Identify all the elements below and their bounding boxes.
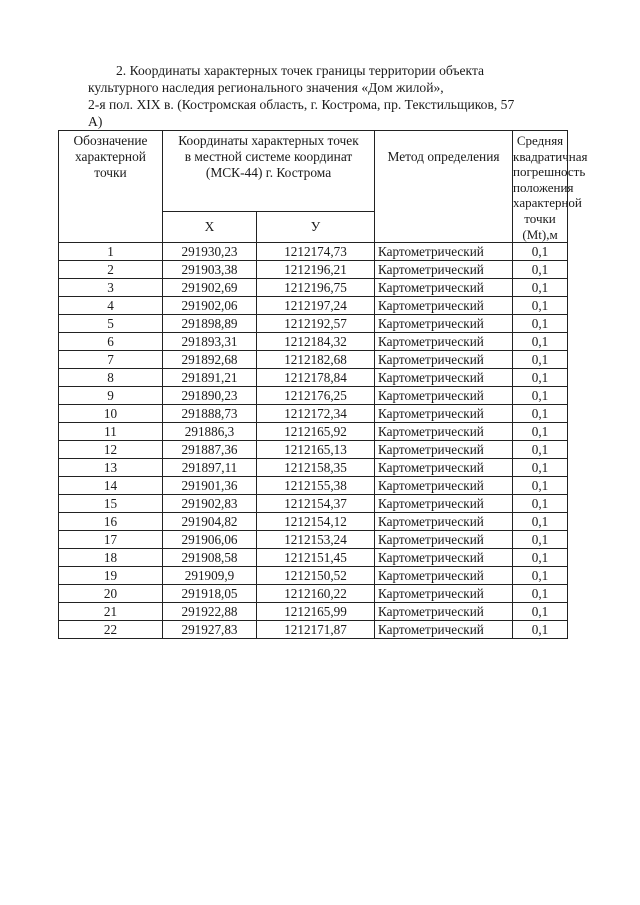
cell-point-number: 4 (59, 297, 163, 315)
cell-error: 0,1 (513, 261, 568, 279)
cell-y: 1212165,13 (257, 441, 375, 459)
cell-y: 1212155,38 (257, 477, 375, 495)
table-row (59, 585, 568, 603)
cell-error: 0,1 (513, 405, 568, 423)
cell-y: 1212174,73 (257, 243, 375, 261)
cell-point-number: 13 (59, 459, 163, 477)
table-body (59, 243, 568, 639)
cell-point-number: 21 (59, 603, 163, 621)
cell-y: 1212196,21 (257, 261, 375, 279)
cell-method: Картометрический (375, 531, 513, 549)
cell-y: 1212172,34 (257, 405, 375, 423)
table-row (59, 243, 568, 261)
cell-x: 291892,68 (163, 351, 257, 369)
cell-x: 291888,73 (163, 405, 257, 423)
cell-method: Картометрический (375, 243, 513, 261)
cell-x: 291902,83 (163, 495, 257, 513)
cell-y: 1212165,99 (257, 603, 375, 621)
cell-method: Картометрический (375, 441, 513, 459)
cell-point-number: 8 (59, 369, 163, 387)
cell-point-number: 2 (59, 261, 163, 279)
cell-y: 1212176,25 (257, 387, 375, 405)
header-x: Х (163, 211, 257, 243)
cell-point-number: 22 (59, 621, 163, 639)
table-row (59, 387, 568, 405)
cell-y: 1212160,22 (257, 585, 375, 603)
cell-point-number: 6 (59, 333, 163, 351)
cell-point-number: 5 (59, 315, 163, 333)
cell-point-number: 3 (59, 279, 163, 297)
cell-method: Картометрический (375, 621, 513, 639)
header-point: Обозначение характерной точки (59, 131, 163, 243)
cell-y: 1212182,68 (257, 351, 375, 369)
cell-point-number: 1 (59, 243, 163, 261)
cell-error: 0,1 (513, 513, 568, 531)
cell-x: 291930,23 (163, 243, 257, 261)
cell-x: 291927,83 (163, 621, 257, 639)
section-heading (88, 62, 566, 130)
cell-method: Картометрический (375, 495, 513, 513)
cell-method: Картометрический (375, 387, 513, 405)
cell-x: 291902,06 (163, 297, 257, 315)
cell-method: Картометрический (375, 315, 513, 333)
cell-point-number: 18 (59, 549, 163, 567)
cell-y: 1212154,12 (257, 513, 375, 531)
cell-x: 291922,88 (163, 603, 257, 621)
cell-error: 0,1 (513, 495, 568, 513)
cell-error: 0,1 (513, 351, 568, 369)
cell-x: 291903,38 (163, 261, 257, 279)
table-row (59, 405, 568, 423)
cell-y: 1212178,84 (257, 369, 375, 387)
table-row (59, 369, 568, 387)
heading-line-4: А) (88, 114, 103, 129)
cell-point-number: 11 (59, 423, 163, 441)
header-error: Средняя квадратичная погрешность положения характерной точки (Mt),м (513, 131, 568, 243)
cell-x: 291904,82 (163, 513, 257, 531)
cell-error: 0,1 (513, 621, 568, 639)
cell-point-number: 16 (59, 513, 163, 531)
table-row (59, 477, 568, 495)
table-row (59, 549, 568, 567)
cell-x: 291901,36 (163, 477, 257, 495)
heading-line-2: культурного наследия регионального значения «Дом жилой», (88, 80, 444, 95)
table-row (59, 297, 568, 315)
cell-y: 1212151,45 (257, 549, 375, 567)
cell-error: 0,1 (513, 423, 568, 441)
cell-method: Картометрический (375, 477, 513, 495)
cell-x: 291908,58 (163, 549, 257, 567)
cell-method: Картометрический (375, 513, 513, 531)
cell-method: Картометрический (375, 369, 513, 387)
cell-y: 1212197,24 (257, 297, 375, 315)
cell-y: 1212154,37 (257, 495, 375, 513)
heading-line-3: 2-я пол. XIX в. (Костромская область, г. Кострома, пр. Текстильщиков, 57 (88, 97, 515, 112)
cell-x: 291893,31 (163, 333, 257, 351)
table-header (59, 131, 588, 243)
cell-error: 0,1 (513, 297, 568, 315)
cell-error: 0,1 (513, 333, 568, 351)
table-row (59, 459, 568, 477)
table-row (59, 315, 568, 333)
coordinates-table (58, 130, 588, 639)
cell-method: Картометрический (375, 567, 513, 585)
cell-y: 1212165,92 (257, 423, 375, 441)
cell-error: 0,1 (513, 477, 568, 495)
table-row (59, 423, 568, 441)
table-row (59, 495, 568, 513)
cell-x: 291891,21 (163, 369, 257, 387)
cell-x: 291890,23 (163, 387, 257, 405)
cell-x: 291906,06 (163, 531, 257, 549)
header-y: У (257, 211, 375, 243)
cell-x: 291886,3 (163, 423, 257, 441)
table-row (59, 279, 568, 297)
cell-point-number: 17 (59, 531, 163, 549)
cell-method: Картометрический (375, 549, 513, 567)
cell-point-number: 19 (59, 567, 163, 585)
cell-y: 1212184,32 (257, 333, 375, 351)
cell-error: 0,1 (513, 585, 568, 603)
cell-point-number: 12 (59, 441, 163, 459)
cell-error: 0,1 (513, 243, 568, 261)
cell-error: 0,1 (513, 603, 568, 621)
cell-error: 0,1 (513, 567, 568, 585)
cell-x: 291898,89 (163, 315, 257, 333)
cell-method: Картометрический (375, 405, 513, 423)
cell-y: 1212158,35 (257, 459, 375, 477)
table-row (59, 351, 568, 369)
cell-method: Картометрический (375, 261, 513, 279)
cell-y: 1212196,75 (257, 279, 375, 297)
cell-error: 0,1 (513, 315, 568, 333)
cell-y: 1212150,52 (257, 567, 375, 585)
table-row (59, 441, 568, 459)
cell-x: 291909,9 (163, 567, 257, 585)
cell-error: 0,1 (513, 549, 568, 567)
cell-y: 1212153,24 (257, 531, 375, 549)
table-row (59, 531, 568, 549)
cell-method: Картометрический (375, 333, 513, 351)
cell-method: Картометрический (375, 297, 513, 315)
header-method: Метод определения (375, 131, 513, 243)
table-row (59, 621, 568, 639)
cell-x: 291902,69 (163, 279, 257, 297)
header-coordinates: Координаты характерных точек в местной системе координат (МСК-44) г. Кострома (163, 131, 375, 212)
cell-x: 291887,36 (163, 441, 257, 459)
cell-error: 0,1 (513, 387, 568, 405)
cell-error: 0,1 (513, 459, 568, 477)
table-row (59, 567, 568, 585)
cell-method: Картометрический (375, 351, 513, 369)
cell-point-number: 20 (59, 585, 163, 603)
cell-method: Картометрический (375, 279, 513, 297)
table-row (59, 603, 568, 621)
cell-point-number: 14 (59, 477, 163, 495)
table-row (59, 513, 568, 531)
table-row (59, 261, 568, 279)
cell-x: 291897,11 (163, 459, 257, 477)
cell-y: 1212192,57 (257, 315, 375, 333)
cell-error: 0,1 (513, 531, 568, 549)
table-row (59, 333, 568, 351)
cell-method: Картометрический (375, 603, 513, 621)
cell-error: 0,1 (513, 369, 568, 387)
cell-point-number: 15 (59, 495, 163, 513)
cell-point-number: 7 (59, 351, 163, 369)
cell-method: Картометрический (375, 585, 513, 603)
cell-method: Картометрический (375, 459, 513, 477)
cell-y: 1212171,87 (257, 621, 375, 639)
cell-x: 291918,05 (163, 585, 257, 603)
cell-point-number: 9 (59, 387, 163, 405)
cell-error: 0,1 (513, 441, 568, 459)
cell-method: Картометрический (375, 423, 513, 441)
heading-line-1: 2. Координаты характерных точек границы территории объекта (116, 63, 485, 78)
cell-error: 0,1 (513, 279, 568, 297)
cell-point-number: 10 (59, 405, 163, 423)
